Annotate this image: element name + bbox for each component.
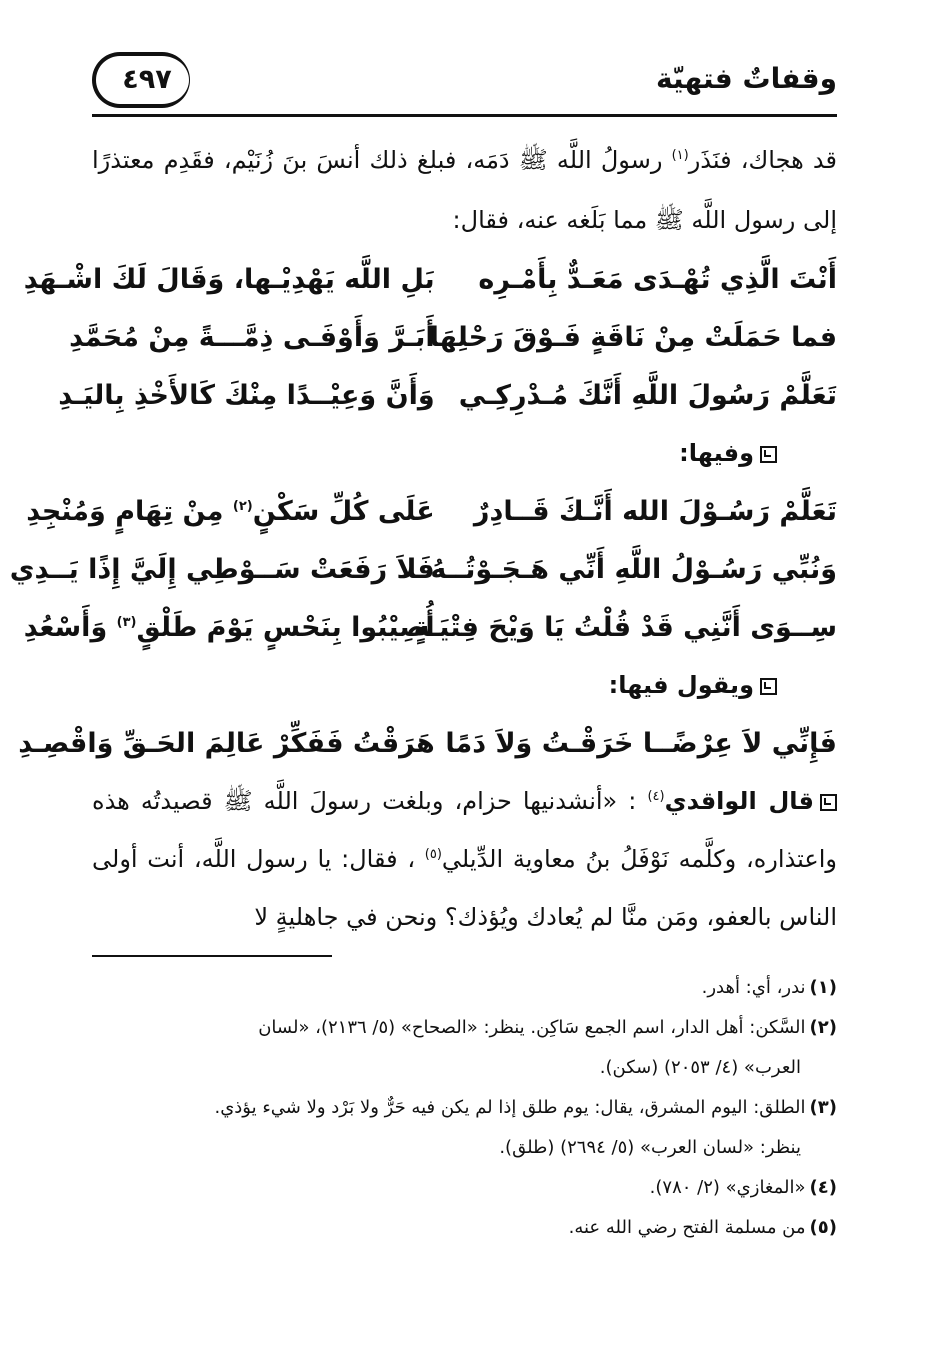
footnote-item: (٤)«المغازي» (٢/ ٧٨٠).: [649, 1177, 837, 1198]
header-rule: [92, 114, 837, 117]
footnote-ref-2[interactable]: (٢): [232, 498, 253, 514]
first-hemistich: سِــوَى أَنَّنِي قَدْ قُلْتُ يَا وَيْحَ فِتْيَـةٍ: [413, 611, 837, 643]
second-hemistich: أَبَـرَّ وَأَوْفَـى ذِمَّـــةً مِنْ مُحَمَّدِ: [69, 321, 435, 353]
footnote-ref-1[interactable]: (١): [671, 148, 689, 163]
section-note: وفيها:: [92, 424, 837, 482]
first-hemistich: أَنْتَ الَّذِي تُهْـدَى مَعَـدٌّ بِأَمْـرِه: [478, 263, 837, 295]
poem-line: [9, 540, 837, 598]
second-hemistich: أُصِيْبُوا بِنَحْسٍ يَوْمَ طَلْقٍ$^{(٣)}$ وَأَسْعُدِ: [23, 611, 435, 643]
section-note: ويقول فيها:: [92, 656, 837, 714]
second-hemistich: فَلاَ رَفَعَتْ سَــوْطِي إِلَيَّ إِذًا يَــدِي: [9, 553, 435, 585]
poem-line: [69, 308, 837, 366]
checkbox-square-icon: [760, 446, 777, 463]
waqidi-paragraph: قال الواقدي$^{(٤)}$ : «أنشدنيها حزام، وبلغت رسولَ اللَّه ﷺ قصيدتُه هذه واعتذاره، وكلَّمه نَوْفَلُ بنُ معاوية الدِّيلي$^{(٥)}$ ، فقال: يا رسول اللَّه، أنت أولى الناس بالعفو، ومَن منَّا لم يُعادك ويُؤذك؟ ونحن في جاهليةٍ لا: [92, 787, 837, 931]
poem-line: [26, 482, 837, 540]
second-hemistich: عَلَى كُلِّ سَكْنٍ$^{(٢)}$ مِنْ تِهَامٍ وَمُنْجِدِ: [26, 495, 435, 527]
footnote-ref-3[interactable]: (٣): [116, 614, 137, 630]
checkbox-square-icon: [760, 678, 777, 695]
footnote-ref-5[interactable]: (٥): [424, 847, 442, 862]
first-hemistich: فَإِنِّي لاَ عِرْضًــا خَرَقْـتُ وَلاَ دَمًا: [445, 727, 837, 759]
checkbox-square-icon: [820, 794, 837, 811]
poem-line: [58, 366, 837, 424]
footnote-item: (٥)من مسلمة الفتح رضي الله عنه.: [568, 1217, 837, 1238]
first-hemistich: تَعَلَّمْ رَسُـوْلَ الله أَنَّـكَ قَــادِرٌ: [473, 495, 837, 527]
intro-paragraph: قد هجاك، فنَذَر$^{(١)}$ رسولُ اللَّه ﷺ دَمَه، فبلغ ذلك أنسَ بنَ زُنَيْم، فقَدِم معتذرًا إلى رسول اللَّه ﷺ مما بَلَغه عنه، فقال:: [92, 146, 837, 234]
second-hemistich: هَرَقْتُ فَفَكِّرْ عَالِمَ الحَـقِّ وَاقْصِـدِ: [18, 727, 435, 759]
page-number: ٤٩٧: [122, 64, 172, 95]
poem-block-3: [18, 714, 837, 772]
footnote-rule: [92, 955, 332, 957]
first-hemistich: وَنُبِّي رَسُـوْلُ اللَّهِ أَنِّي هَـجَـوْتُــهُ: [430, 553, 837, 585]
footnote-item: (٣)الطلق: اليوم المشرق، يقال: يوم طلق إذا لم يكن فيه حَرٌّ ولا بَرْد ولا شيء يؤذي. ينظر: «لسان العرب» (٥/ ٢٦٩٤) (طلق).: [214, 1097, 837, 1158]
running-title: وقفاتٌ فتهيّة: [656, 62, 837, 95]
footnote-item: (٢)السَّكن: أهل الدار، اسم الجمع سَاكِن. ينظر: «الصحاح» (٥/ ٢١٣٦)، «لسان العرب» (٤/ ٢٠٥٣) (سكن).: [258, 1017, 837, 1078]
page-number-badge: [92, 52, 190, 108]
footnote-ref-4[interactable]: (٤): [647, 789, 665, 804]
first-hemistich: تَعَلَّمْ رَسُولَ اللَّهِ أَنَّكَ مُـدْرِكِـي: [458, 379, 837, 411]
poem-line: [23, 598, 837, 656]
second-hemistich: وَأَنَّ وَعِيْــدًا مِنْكَ كَالأَخْذِ بِاليَـدِ: [58, 379, 435, 411]
poem-block-2: [9, 482, 837, 656]
second-hemistich: بَلِ اللَّه يَهْدِيْـها، وَقَالَ لَكَ اشْـهَدِ: [23, 263, 435, 295]
poem-line: [18, 714, 837, 772]
page-header: [92, 52, 837, 114]
poem-line: [23, 250, 837, 308]
first-hemistich: فما حَمَلَتْ مِنْ نَاقَةٍ فَـوْقَ رَحْلِهَا: [429, 321, 837, 353]
main-text: [9, 130, 837, 946]
footnotes: [92, 968, 837, 1248]
poem-block-1: [23, 250, 837, 424]
footnote-item: (١)ندر، أي: أهدر.: [701, 977, 837, 998]
